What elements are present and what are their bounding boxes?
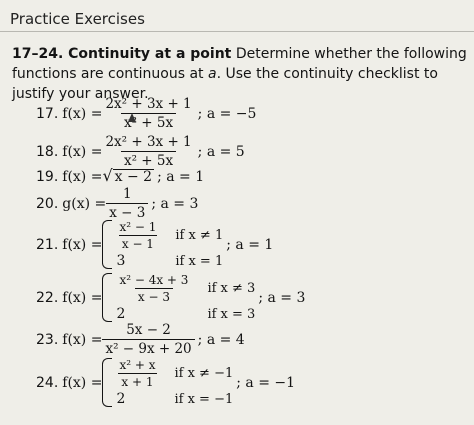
problem-number: 23. [36,331,59,348]
function-lhs: f(x) = [62,168,103,185]
case-2-value: 2 [116,306,126,322]
function-lhs: f(x) = [62,105,103,122]
numerator: 5x − 2 [126,322,171,338]
problem-number: 19. [36,168,59,185]
cases [116,220,223,269]
problem-number: 20. [36,195,59,212]
denominator: x² + 5x [121,151,176,169]
page-title: Practice Exercises [10,10,145,28]
point-value: ; a = 4 [197,331,245,348]
case-1-condition: if x ≠ 3 [207,281,256,296]
denominator: x² + 5x [121,113,176,131]
numerator: 2x² + 3x + 1 [105,96,192,112]
case-2-value: 3 [116,253,126,269]
fraction [106,186,148,221]
denominator: x − 3 [106,203,148,221]
problem-number: 22. [36,289,59,306]
fraction [102,96,194,131]
radical-sign-icon: √ [102,166,113,185]
piecewise-function [102,220,223,269]
case-1-condition: if x ≠ 1 [175,228,224,243]
numerator: 2x² + 3x + 1 [105,134,192,150]
problem-23 [36,322,245,357]
square-root [102,168,154,185]
exercise-range-heading: 17–24. Continuity at a point [12,46,232,62]
numerator: x² − 1 [119,220,157,234]
case-1-value [116,358,158,389]
case-2-condition: if x = −1 [174,391,234,407]
problem-number: 18. [36,143,59,160]
problem-number: 24. [36,374,59,391]
problem-22 [36,273,305,322]
function-lhs: f(x) = [62,374,103,391]
numerator: 1 [122,186,132,202]
cases [116,358,233,407]
denominator: x² − 9x + 20 [102,339,194,357]
numerator: x² + x [119,358,156,372]
case-1-condition: if x ≠ −1 [174,366,234,381]
problem-20 [36,186,198,221]
title-divider [0,31,474,32]
instructions-text-b: . Use the continuity checklist to justify your answer. [12,66,438,102]
point-value: ; a = 5 [197,143,245,160]
left-brace-icon [102,273,112,322]
point-value: ; a = 1 [226,236,274,253]
piecewise-function [102,358,233,407]
problem-18 [36,134,245,169]
point-value: ; a = 1 [157,168,205,185]
cases [116,273,255,322]
point-value: ; a = −1 [236,374,296,391]
case-2-value: 2 [116,391,126,407]
function-lhs: f(x) = [62,236,103,253]
fraction [102,134,194,169]
problem-24 [36,358,295,407]
left-brace-icon [102,358,112,407]
instructions-text-a: Determine whether the following functions are continuous at [12,46,467,82]
point-value: ; a = −5 [197,105,257,122]
denominator: x + 1 [118,373,156,389]
function-lhs: f(x) = [62,143,103,160]
point-value: ; a = 3 [258,289,306,306]
point-value: ; a = 3 [151,195,199,212]
problem-number: 17. [36,105,59,122]
problem-number: 21. [36,236,59,253]
case-1-value [116,273,191,304]
denominator: x − 3 [135,288,173,304]
problem-21 [36,220,273,269]
problem-19 [36,168,204,185]
mouse-cursor-icon [128,113,136,122]
denominator: x − 1 [119,235,157,251]
instructions-variable: a [208,66,217,82]
numerator: x² − 4x + 3 [119,273,189,287]
case-2-condition: if x = 3 [207,306,256,322]
function-lhs: f(x) = [62,331,103,348]
piecewise-function [102,273,255,322]
case-2-condition: if x = 1 [175,253,224,269]
function-lhs: g(x) = [62,195,107,212]
case-1-value [116,220,159,251]
left-brace-icon [102,220,112,269]
radicand: x − 2 [114,169,153,185]
fraction [102,322,194,357]
function-lhs: f(x) = [62,289,103,306]
problem-17 [36,96,256,131]
instructions [12,44,468,104]
